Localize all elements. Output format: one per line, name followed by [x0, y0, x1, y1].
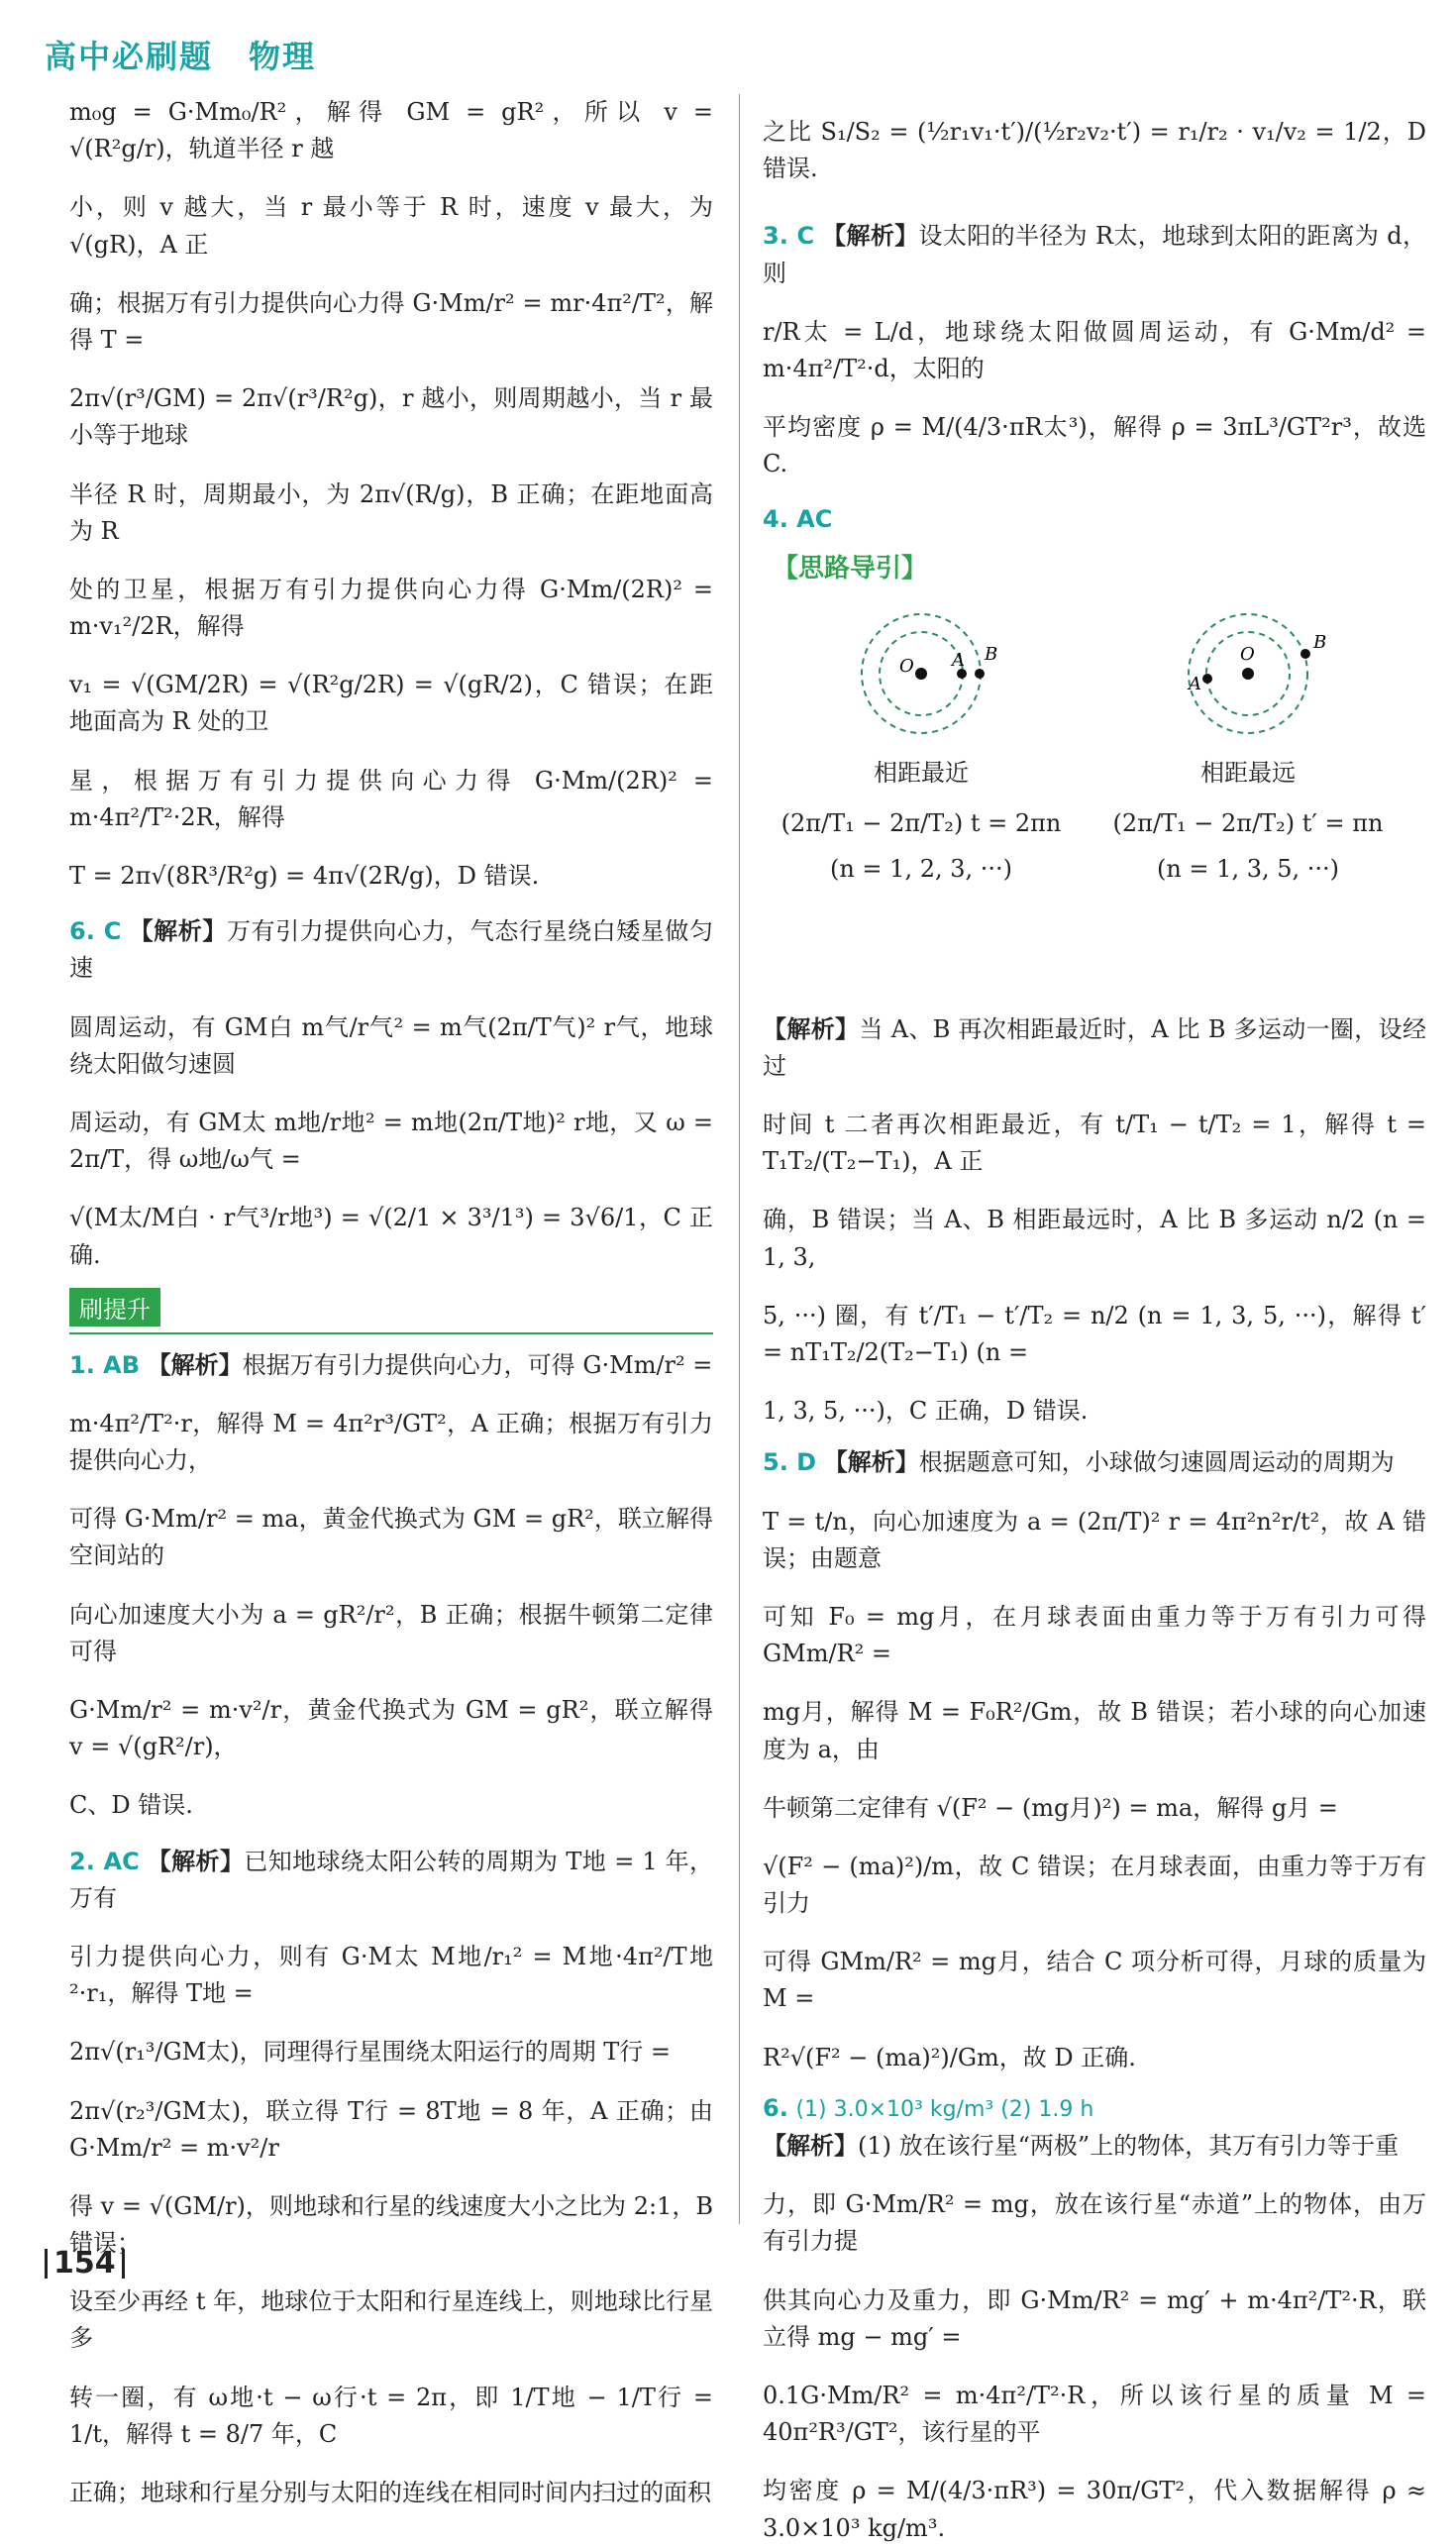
- text-line: 2π√(r³/GM) = 2π√(r³/R²g)，r 越小，则周期越小，当 r 最小等于地球: [69, 384, 713, 450]
- analysis-tag: 【解析】: [147, 1846, 245, 1875]
- text-line: [69, 1843, 713, 1917]
- question-number: 1. AB: [69, 1350, 141, 1379]
- text-line: 处的卫星，根据万有引力提供向心力得 G·Mm/(2R)² = m·v₁²/2R，解得: [69, 575, 713, 641]
- text-line: [763, 1443, 1426, 1481]
- text-line: [763, 501, 1426, 538]
- column-divider: [739, 94, 740, 2224]
- question-6-solution: [69, 912, 713, 1274]
- label-b: B: [985, 643, 998, 665]
- orbit-closest-figure: [812, 594, 1030, 743]
- question-1-solution: [69, 1346, 713, 1825]
- section-title: 刷提升: [69, 1288, 160, 1327]
- label-a: A: [1189, 673, 1201, 694]
- text-line: C、D 错误.: [69, 1791, 193, 1820]
- text-line: 时间 t 二者再次相距最近，有 t/T₁ − t/T₂ = 1，解得 t = T₁T₂/(T₂−T₁)，A 正: [763, 1111, 1426, 1176]
- question-number: 2. AC: [69, 1847, 140, 1875]
- text-line: T = t/n，向心加速度为 a = (2π/T)² r = 4π²n²r/t²，故 A 错误；由题意: [763, 1507, 1426, 1572]
- analysis-tag: 【解析】: [822, 221, 919, 251]
- text-line: 可得 G·Mm/r² = ma，黄金代换式为 GM = gR²，联立解得空间站的: [69, 1505, 713, 1570]
- question-2-solution: [69, 1843, 713, 2512]
- planet-b: [975, 669, 985, 679]
- text-line: 周运动，有 GM太 m地/r地² = m地(2π/T地)² r地，又 ω = 2π/T，得 ω地/ω气 =: [69, 1108, 713, 1174]
- answer-text: (1) 3.0×10³ kg/m³ (2) 1.9 h: [795, 2096, 1094, 2122]
- caption-closest: 相距最近: [874, 758, 969, 787]
- text-line: 均密度 ρ = M/(4/3·πR³) = 30π/GT²，代入数据解得 ρ ≈ 3.0×10³ kg/m³.: [763, 2477, 1426, 2542]
- text-line: 可得 GMm/R² = mg月，结合 C 项分析可得，月球的质量为 M =: [763, 1948, 1426, 2013]
- text-line: 设至少再经 t 年，地球位于太阳和行星连线上，则地球比行星多: [69, 2287, 713, 2353]
- section-divider: [69, 1332, 713, 1334]
- center-point-o: [915, 668, 927, 680]
- text-span: 当 A、B 再次相距最近时，A 比 B 多运动一圈，设经过: [763, 1014, 1426, 1080]
- question-4-solution: [763, 501, 1426, 1431]
- text-line: 力，即 G·Mm/R² = mg，放在该行星“赤道”上的物体，由万有引力提: [763, 2190, 1426, 2256]
- text-line: 正确；地球和行星分别与太阳的连线在相同时间内扫过的面积: [69, 2479, 711, 2506]
- question-number: 5. D: [763, 1448, 817, 1477]
- text-line: R²√(F² − (ma)²)/Gm，故 D 正确.: [763, 2043, 1136, 2071]
- equation-farthest: (2π/T₁ − 2π/T₂) t′ = πn: [1112, 808, 1384, 837]
- text-line: 0.1G·Mm/R² = m·4π²/T²·R，所以该行星的质量 M = 40π²R³/GT²，该行星的平: [763, 2381, 1426, 2447]
- planet-b: [1300, 649, 1310, 659]
- label-b: B: [1313, 631, 1327, 653]
- text-line: 2π√(r₁³/GM太)，同理得行星围绕太阳运行的周期 T行 =: [69, 2038, 671, 2067]
- text-line: [763, 2090, 1426, 2127]
- question-5-solution: [763, 1443, 1426, 2075]
- page-header: [45, 32, 316, 77]
- text-line: m₀g = G·Mm₀/R²，解得 GM = gR²，所以 v = √(R²g/r)，轨道半径 r 越: [69, 98, 713, 163]
- text-line: 得 v = √(GM/r)，则地球和行星的线速度大小之比为 2:1，B 错误；: [69, 2191, 713, 2258]
- text-line: 1, 3, 5, ···)，C 正确，D 错误.: [763, 1397, 1089, 1426]
- text-line: 可知 F₀ = mg月，在月球表面由重力等于万有引力可得 GMm/R² =: [763, 1602, 1426, 1668]
- text-span: 万有引力提供向心力，气态行星绕白矮星做匀速: [69, 917, 714, 983]
- text-line: 平均密度 ρ = M/(4/3·πR太³)，解得 ρ = 3πL³/GT²r³，故选 C.: [763, 413, 1426, 478]
- text-line: T = 2π√(8R³/R²g) = 4π√(2R/g)，D 错误.: [69, 862, 540, 890]
- text-span: 设太阳的半径为 R太，地球到太阳的距离为 d，则: [763, 222, 1426, 287]
- text-line: [69, 1346, 713, 1384]
- text-span: 根据题意可知，小球做匀速圆周运动的周期为: [918, 1448, 1395, 1477]
- label-o: O: [1240, 643, 1255, 665]
- thinking-guide-label: 【思路导引】: [773, 553, 928, 584]
- q5-continuation: [69, 94, 713, 895]
- analysis-tag: 【解析】: [763, 2131, 858, 2160]
- text-line: m·4π²/T²·r，解得 M = 4π²r³/GT²，A 正确；根据万有引力提供向心力，: [69, 1409, 713, 1475]
- analysis-tag: 【解析】: [129, 916, 227, 946]
- text-line: 供其向心力及重力，即 G·Mm/R² = mg′ + m·4π²/T²·R，联立得 mg − mg′ =: [763, 2285, 1426, 2351]
- text-line: 2π√(r₂³/GM太)，联立得 T行 = 8T地 = 8 年，A 正确；由 G·Mm/r² = m·v²/r: [69, 2096, 713, 2162]
- question-number: 6. C: [69, 917, 122, 946]
- text-line: 小，则 v 越大，当 r 最小等于 R 时，速度 v 最大，为 √(gR)，A 正: [69, 193, 713, 259]
- condition-closest: (n = 1, 2, 3, ···): [829, 854, 1013, 883]
- book-title: 高中必刷题: [45, 38, 214, 75]
- text-line: 半径 R 时，周期最小，为 2π√(R/g)，B 正确；在距地面高为 R: [69, 479, 713, 545]
- subject-title: 物理: [249, 38, 317, 75]
- text-span: (1) 放在该行星“两极”上的物体，其万有引力等于重: [858, 2132, 1400, 2160]
- condition-farthest: (n = 1, 3, 5, ···): [1156, 854, 1340, 883]
- planet-a: [1202, 674, 1212, 684]
- left-column: [69, 94, 713, 2511]
- equation-closest: (2π/T₁ − 2π/T₂) t = 2πn: [780, 808, 1062, 837]
- diagram-closest: [773, 594, 1070, 883]
- question-6-solution: [763, 2090, 1426, 2547]
- text-line: [763, 217, 1426, 291]
- text-line: 星，根据万有引力提供向心力得 G·Mm/(2R)² = m·4π²/T²·2R，解得: [69, 766, 713, 831]
- text-line: [69, 912, 713, 987]
- question-number: 6.: [763, 2093, 788, 2122]
- analysis-tag: 【解析】: [763, 1013, 860, 1043]
- text-line: G·Mm/r² = m·v²/r，黄金代换式为 GM = gR²，联立解得 v = √(gR²/r)，: [69, 1696, 713, 1761]
- label-a: A: [952, 649, 965, 671]
- text-line: mg月，解得 M = F₀R²/Gm，故 B 错误；若小球的向心加速度为 a，由: [763, 1698, 1426, 1763]
- text-line: r/R太 = L/d，地球绕太阳做圆周运动，有 G·Mm/d² = m·4π²/T²·d，太阳的: [763, 317, 1426, 382]
- analysis-tag: 【解析】: [147, 1349, 243, 1379]
- text-line: v₁ = √(GM/2R) = √(R²g/2R) = √(gR/2)，C 错误；在距地面高为 R 处的卫: [69, 671, 713, 736]
- question-3-solution: [763, 217, 1426, 482]
- text-line: 转一圈，有 ω地·t − ω行·t = 2π，即 1/T地 − 1/T行 = 1/t，解得 t = 8/7 年，C: [69, 2383, 713, 2448]
- caption-farthest: 相距最远: [1200, 758, 1296, 787]
- text-line: [763, 1010, 1426, 1085]
- text-line: 5, ···) 圈，有 t′/T₁ − t′/T₂ = n/2 (n = 1, 3, 5, ···)，解得 t′ = nT₁T₂/2(T₂−T₁) (n =: [763, 1301, 1426, 1366]
- text-line: 之比 S₁/S₂ = (½r₁v₁·t′)/(½r₂v₂·t′) = r₁/r₂ · v₁/v₂ = 1/2，D 错误.: [763, 118, 1426, 183]
- orbit-farthest-figure: [1139, 594, 1357, 743]
- orbit-diagram: [763, 594, 1426, 1010]
- center-point-o: [1242, 668, 1254, 680]
- text-line: √(M太/M白 · r气³/r地³) = √(2/1 × 3³/1³) = 3√6/1，C 正确.: [69, 1204, 713, 1269]
- text-line: 确，B 错误；当 A、B 相距最远时，A 比 B 多运动 n/2 (n = 1, 3,: [763, 1206, 1426, 1271]
- diagram-farthest: [1099, 594, 1397, 883]
- text-span: 根据万有引力提供向心力，可得 G·Mm/r² =: [242, 1350, 713, 1379]
- text-line: 圆周运动，有 GM白 m气/r气² = m气(2π/T气)² r气，地球绕太阳做匀速圆: [69, 1012, 713, 1078]
- analysis-tag: 【解析】: [823, 1447, 919, 1477]
- text-line: √(F² − (ma)²)/m，故 C 错误；在月球表面，由重力等于万有引力: [763, 1852, 1426, 1918]
- label-o: O: [899, 655, 914, 677]
- text-line: 牛顿第二定律有 √(F² − (mg月)²) = ma，解得 g月 =: [763, 1793, 1338, 1822]
- question-number: 3. C: [763, 222, 815, 251]
- text-line: 确；根据万有引力提供向心力得 G·Mm/r² = mr·4π²/T²，解得 T =: [69, 288, 713, 354]
- right-column: [763, 94, 1426, 2547]
- text-line: 引力提供向心力，则有 G·M太 M地/r₁² = M地·4π²/T地²·r₁，解得 T地 =: [69, 1942, 713, 2008]
- page-number: 154: [45, 2249, 125, 2279]
- question-number: 4. AC: [763, 504, 833, 533]
- text-span: 已知地球绕太阳公转的周期为 T地 = 1 年，万有: [69, 1847, 714, 1912]
- text-line: [763, 2127, 1426, 2165]
- text-line: 向心加速度大小为 a = gR²/r²，B 正确；根据牛顿第二定律可得: [69, 1600, 713, 1665]
